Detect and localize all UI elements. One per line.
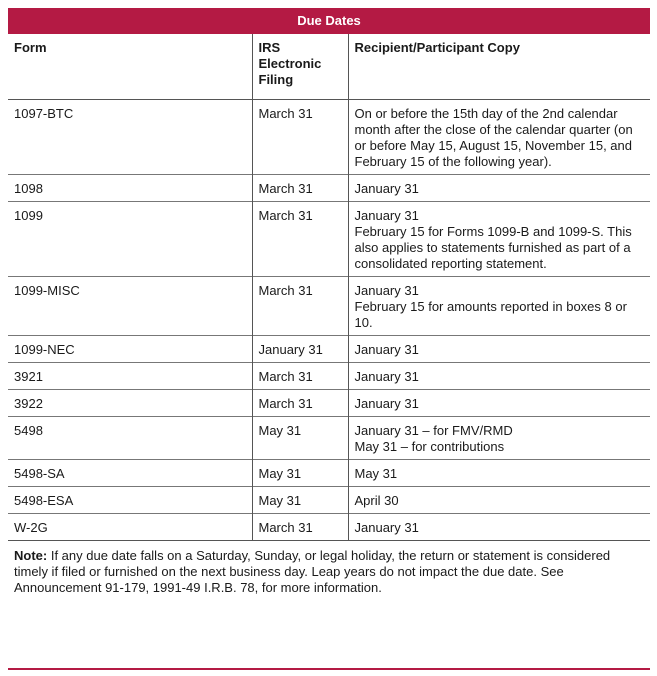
recipient-copy-cell [348, 390, 650, 417]
recipient-copy-line: January 31 [354, 283, 419, 298]
due-dates-document [8, 8, 650, 596]
recipient-copy-cell [348, 202, 650, 277]
table-title: Due Dates [8, 8, 650, 34]
irs-filing-date-cell: January 31 [252, 336, 348, 363]
recipient-copy-line: February 15 for Forms 1099-B and 1099-S. This also applies to statements furnished as part of a consolidated reporting statement. [354, 224, 632, 271]
irs-filing-date-cell: March 31 [252, 514, 348, 541]
form-cell: 1099-MISC [8, 277, 252, 336]
form-cell: 1098 [8, 175, 252, 202]
irs-filing-date-cell: May 31 [252, 487, 348, 514]
form-cell: 1097-BTC [14, 106, 74, 121]
form-cell: W-2G [8, 514, 252, 541]
bottom-rule [8, 668, 650, 670]
recipient-copy-cell [348, 100, 650, 175]
due-dates-table [8, 34, 650, 541]
recipient-copy-cell [348, 277, 650, 336]
recipient-copy-line: May 31 [354, 466, 398, 481]
irs-filing-date-cell: May 31 [252, 417, 348, 460]
form-cell: 5498-SA [8, 460, 252, 487]
table-row [8, 277, 650, 336]
table-row [8, 417, 650, 460]
header-form: Form [8, 34, 252, 100]
table-row [8, 202, 650, 277]
irs-filing-date-cell: March 31 [252, 363, 348, 390]
table-row [8, 487, 650, 514]
recipient-copy-line: On or before the 15th day of the 2nd calendar month after the close of the calendar quarter (on or before May 15, August 15, November 15, and February 15 of the following year). [354, 106, 633, 169]
recipient-copy-line: January 31 [354, 396, 419, 411]
table-row [8, 100, 650, 175]
irs-filing-date-cell: March 31 [252, 390, 348, 417]
recipient-copy-line: January 31 [354, 208, 419, 223]
recipient-copy-line: January 31 – for FMV/RMD [354, 423, 513, 438]
form-cell: 3921 [8, 363, 252, 390]
recipient-copy-cell [348, 175, 650, 202]
recipient-copy-cell [348, 336, 650, 363]
recipient-copy-line: January 31 [354, 181, 419, 196]
recipient-copy-cell [348, 487, 650, 514]
form-cell: 3922 [8, 390, 252, 417]
recipient-copy-cell [348, 460, 650, 487]
note-label: Note: [14, 548, 48, 563]
form-cell: 5498-ESA [8, 487, 252, 514]
recipient-copy-line: April 30 [354, 493, 399, 508]
recipient-copy-cell [348, 514, 650, 541]
form-cell: 1099 [8, 202, 252, 277]
irs-filing-date-cell: March 31 [252, 175, 348, 202]
irs-filing-date-cell: March 31 [252, 100, 348, 175]
header-recipient-copy: Recipient/Participant Copy [348, 34, 650, 100]
header-irs-electronic-filing: IRS Electronic Filing [252, 34, 348, 100]
irs-filing-date-cell: May 31 [252, 460, 348, 487]
recipient-copy-line: January 31 [354, 342, 419, 357]
table-row [8, 514, 650, 541]
form-cell: 5498 [8, 417, 252, 460]
note-paragraph [8, 548, 650, 596]
irs-filing-date-cell: March 31 [252, 202, 348, 277]
table-row [8, 175, 650, 202]
form-cell: 1099-NEC [8, 336, 252, 363]
recipient-copy-line: May 31 – for contributions [354, 439, 505, 454]
irs-filing-date-cell: March 31 [252, 277, 348, 336]
table-row [8, 336, 650, 363]
recipient-copy-line: January 31 [354, 520, 419, 535]
header-row [8, 34, 650, 100]
recipient-copy-cell [348, 417, 650, 460]
recipient-copy-cell [348, 363, 650, 390]
table-row [8, 363, 650, 390]
recipient-copy-line: January 31 [354, 369, 419, 384]
note-text: If any due date falls on a Saturday, Sunday, or legal holiday, the return or statement is considered timely if filed or furnished on the next business day. Leap years do not impact the due date. See Announcement 91-179, 1991-49 I.R.B. 78, for more information. [14, 548, 611, 595]
recipient-copy-line: February 15 for amounts reported in boxes 8 or 10. [354, 299, 627, 330]
table-row [8, 460, 650, 487]
table-row [8, 390, 650, 417]
